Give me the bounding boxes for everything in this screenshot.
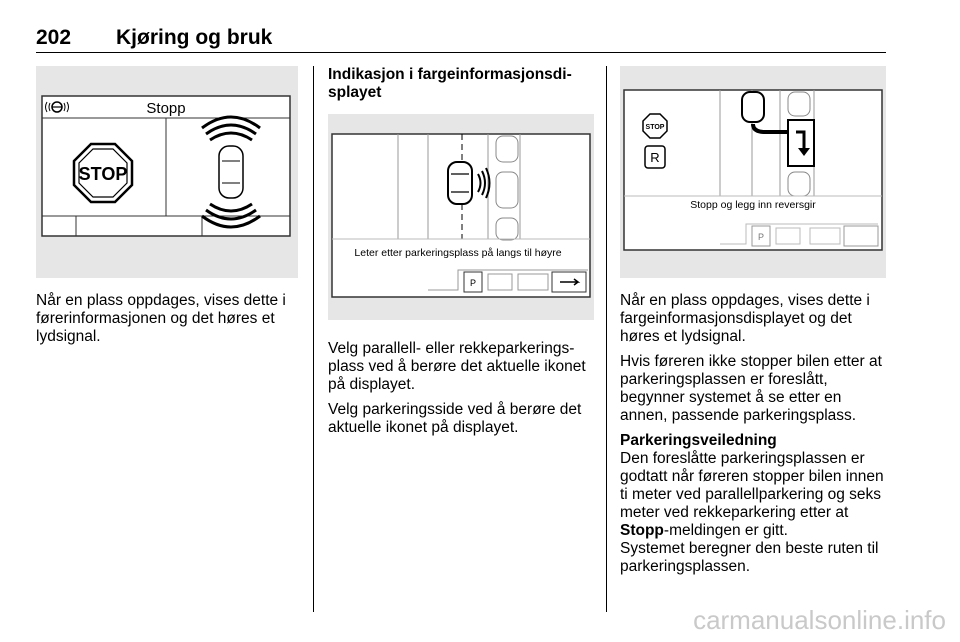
color-display-figure-2	[620, 66, 886, 278]
col3-text	[620, 292, 892, 583]
svg-text:STOP: STOP	[645, 124, 665, 131]
watermark: carmanualsonline.info	[693, 605, 946, 635]
page-number: 202	[36, 26, 72, 49]
stop-icon	[643, 114, 667, 138]
col2-paragraph-1: Velg parallell- eller rekkeparkerings-plass ved å berøre det aktuelle ikonet på displayet.	[328, 340, 586, 393]
col3-paragraph-1: Når en plass oppdages, vises dette i fargeinformasjonsdisplayet og det høres et lydsignal.	[620, 292, 870, 345]
color-display-search	[328, 114, 594, 320]
column-divider-1	[313, 66, 314, 612]
col1-text	[36, 292, 298, 353]
col3-subheading: Parkeringsveiledning	[620, 432, 777, 449]
page-title: Kjøring og bruk	[116, 26, 273, 49]
column-divider-2	[606, 66, 607, 612]
page-header	[36, 22, 886, 53]
col3-paragraph-4: Systemet beregner den beste ruten til parkeringsplassen.	[620, 540, 879, 575]
screen-status-text: Stopp og legg inn reversgir	[690, 199, 816, 211]
col2-heading: Indikasjon i fargeinformasjonsdi- splayet	[328, 66, 572, 101]
svg-text:P: P	[469, 278, 477, 288]
stop-sign-text: STOP	[78, 164, 128, 184]
display-title: Stopp	[146, 100, 186, 117]
col3-paragraph-3: Den foreslåtte parkeringsplassen er godtatt når føreren stopper bilen innen ti meter ved parallellparkering og seks meter ved rekkeparkering etter at Stopp-meldingen er gitt.	[620, 450, 884, 539]
reverse-arrow-icon	[788, 120, 814, 166]
col3-paragraph-2: Hvis føreren ikke stopper bilen etter at parkeringsplassen er foreslått, begynner systemet å se etter en annen, passende parkeringsplass.	[620, 353, 882, 424]
col2-text	[328, 340, 594, 444]
gear-label: R	[650, 150, 660, 165]
screen-status-text: Leter etter parkeringsplass på langs til høyre	[354, 247, 562, 259]
color-display-figure-1	[328, 114, 594, 320]
stopp-bold: Stopp	[620, 522, 664, 539]
col1-paragraph: Når en plass oppdages, vises dette i førerinformasjonen og det høres et lydsignal.	[36, 292, 286, 345]
svg-text:P: P	[757, 232, 765, 242]
color-display-reverse	[620, 66, 886, 278]
driver-info-figure	[36, 66, 298, 278]
col2-paragraph-2: Velg parkeringsside ved å berøre det aktuelle ikonet på displayet.	[328, 401, 582, 436]
stop-sign-icon	[74, 144, 132, 202]
reverse-gear-icon	[645, 146, 665, 168]
driver-info-display	[36, 66, 298, 278]
